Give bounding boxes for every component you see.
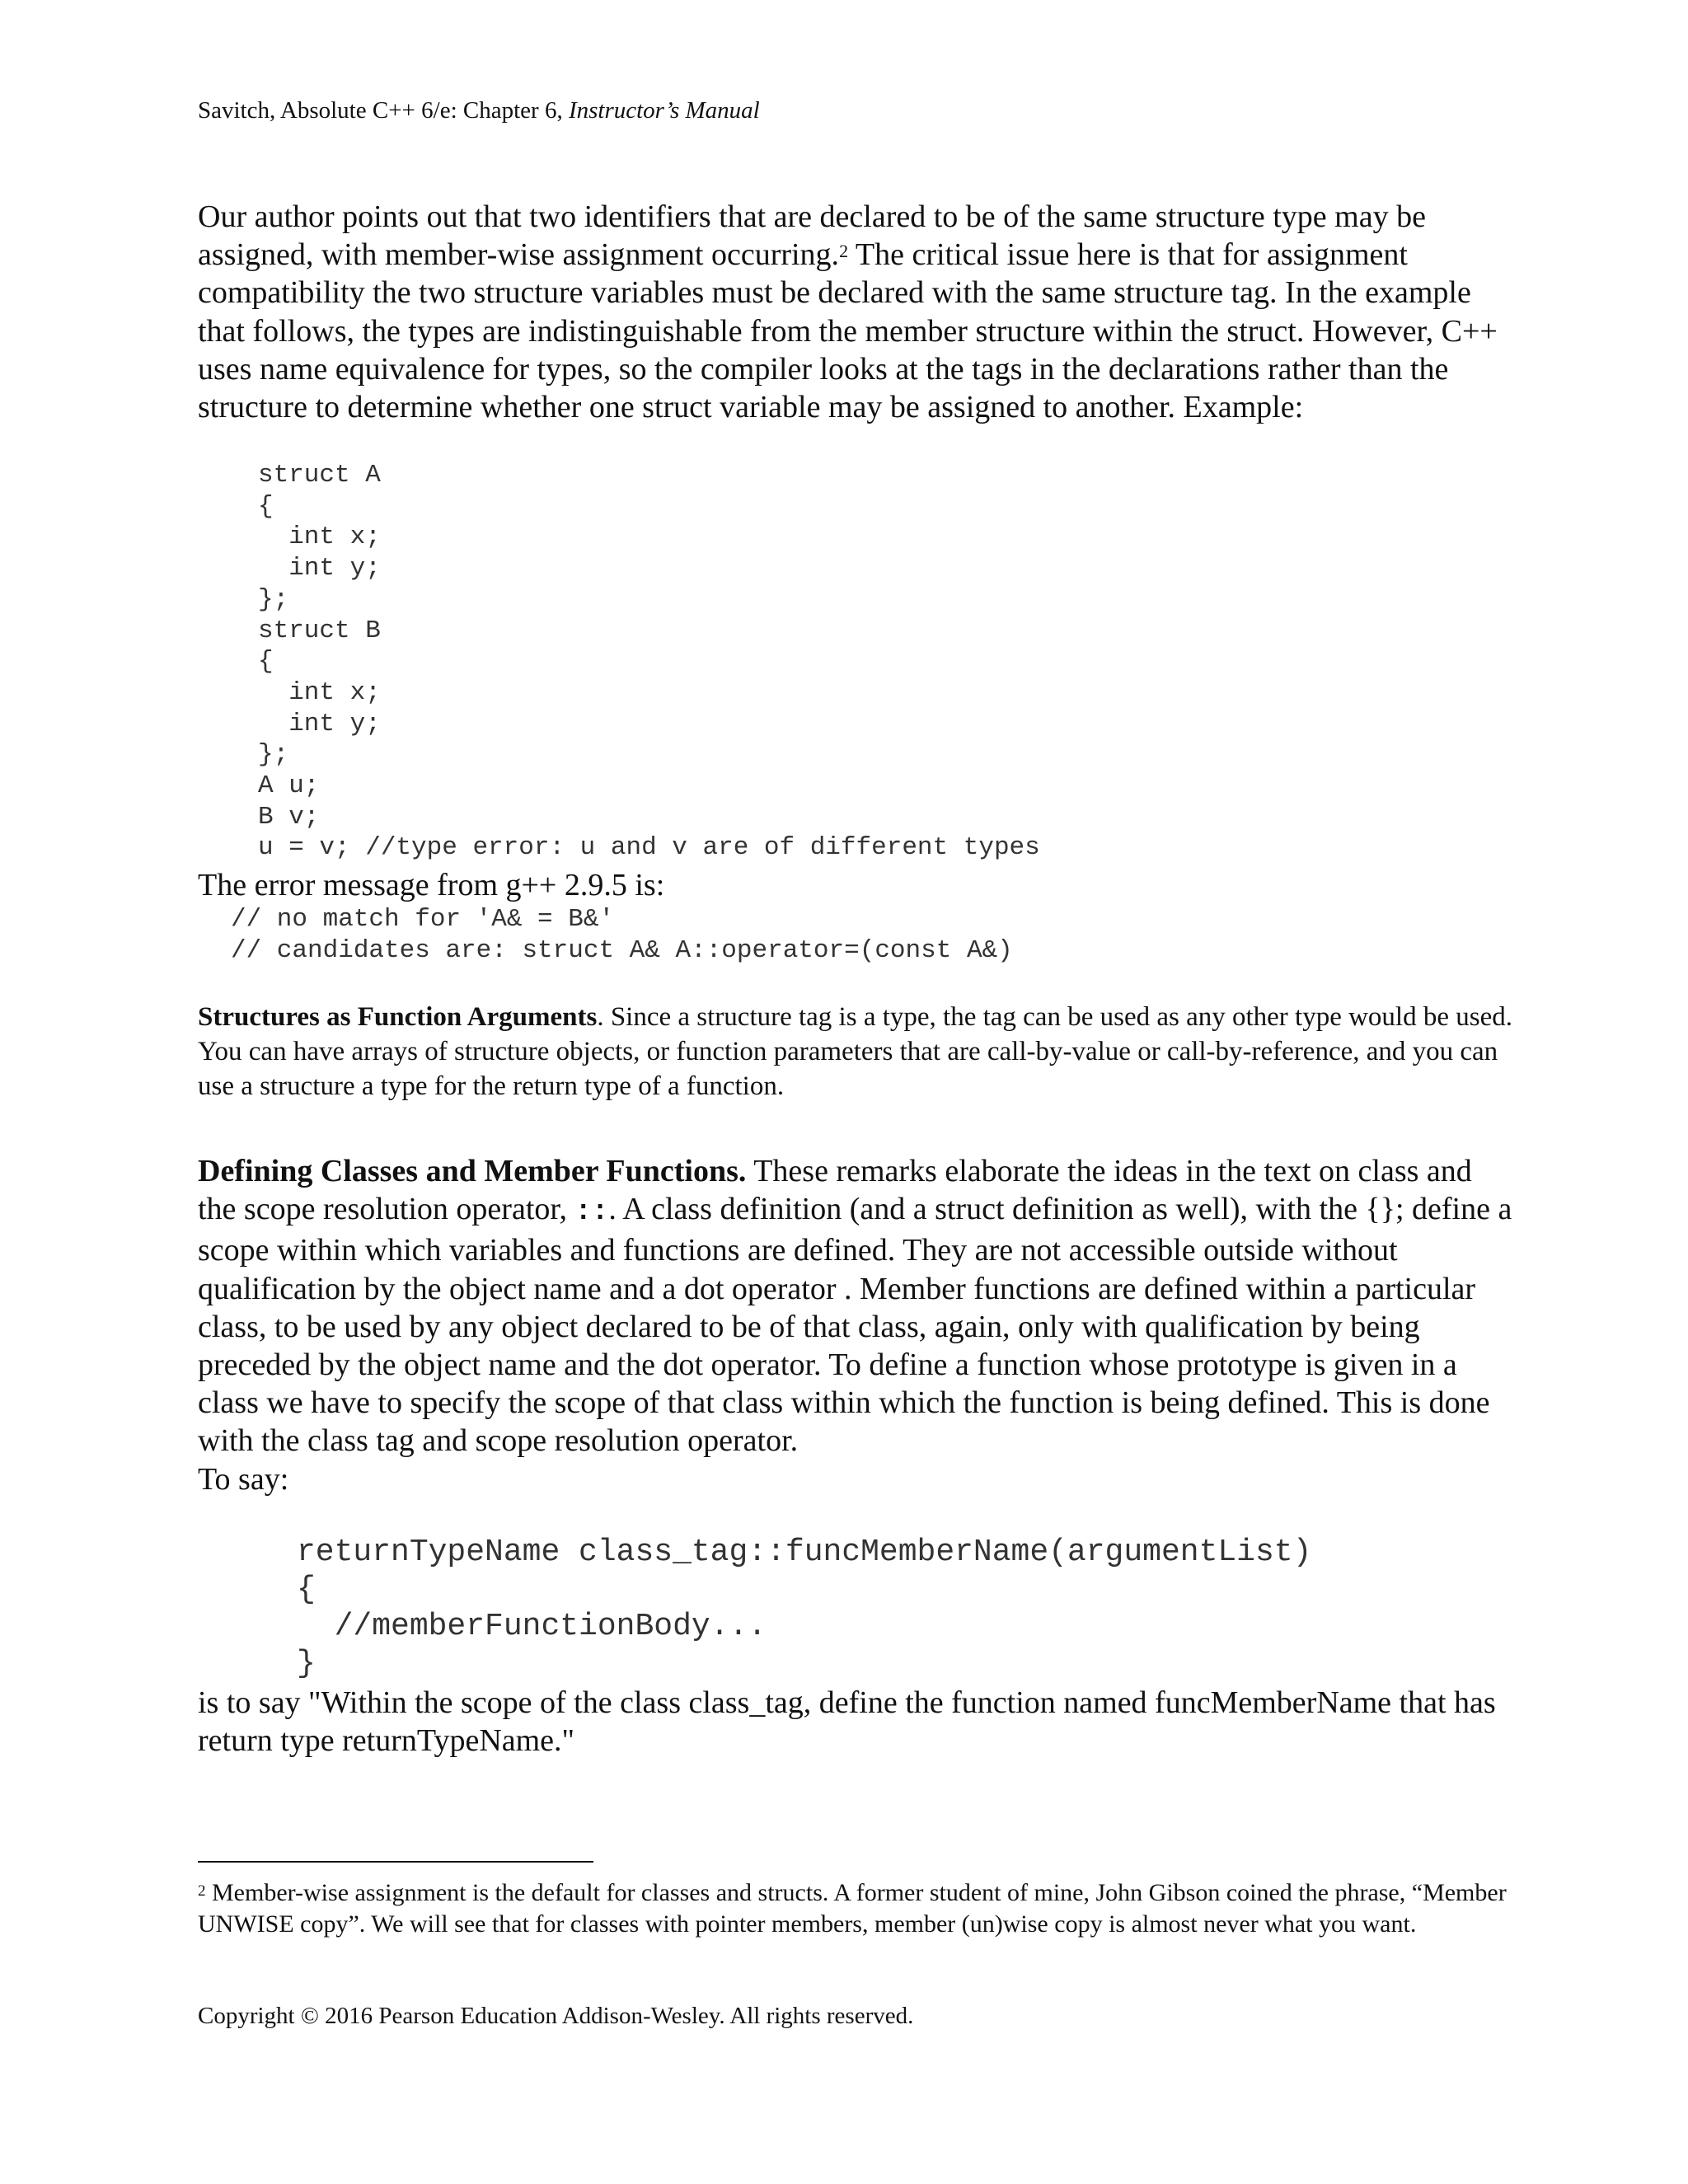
section-heading-classes: Defining Classes and Member Functions. bbox=[198, 1154, 747, 1188]
code-line: struct A bbox=[258, 461, 381, 490]
code-line: int x; bbox=[258, 677, 381, 707]
code-line: int y; bbox=[258, 554, 381, 583]
code-struct-example bbox=[258, 460, 1040, 864]
footnote-ref[interactable]: 2 bbox=[839, 241, 849, 262]
code-line: //memberFunctionBody... bbox=[297, 1609, 767, 1644]
code-line: u = v; //type error: u and v are of different types bbox=[258, 833, 1040, 863]
code-line: int y; bbox=[258, 709, 381, 738]
code-line: A u; bbox=[258, 771, 320, 801]
paragraph-assignment: Our author points out that two identifiers that are declared to be of the same structure type may be assigned, with member-wise assignment occurring.$^2$ The critical issue here is that for assignment compatibility the two structure variables must be declared with the same structure tag. In the example that follows, the types are indistinguishable from the member structure within the struct. However, C++ uses name equivalence for types, so the compiler looks at the tags in the declarations rather than the structure to determine whether one struct variable may be assigned to another. Example: bbox=[198, 199, 1498, 425]
code-line: }; bbox=[258, 584, 289, 614]
code-line: int x; bbox=[258, 523, 381, 552]
copyright-footer: Copyright © 2016 Pearson Education Addison-Wesley. All rights reserved. bbox=[198, 2003, 914, 2029]
to-say-label: To say: bbox=[198, 1461, 289, 1497]
paragraph-scope-explanation: is to say "Within the scope of the class class_tag, define the function named funcMemberName that has return type returnTypeName." bbox=[198, 1685, 1496, 1759]
code-line: B v; bbox=[258, 802, 320, 832]
code-member-function bbox=[297, 1534, 1311, 1682]
code-line: { bbox=[297, 1572, 316, 1607]
error-message-intro: The error message from g++ 2.9.5 is: bbox=[198, 868, 665, 902]
scope-operator: :: bbox=[574, 1197, 609, 1229]
code-line: returnTypeName class_tag::funcMemberName(argumentList) bbox=[297, 1535, 1312, 1570]
code-compiler-error bbox=[231, 904, 1013, 967]
code-line: // no match for 'A& = B&' bbox=[231, 905, 615, 934]
code-line: { bbox=[258, 647, 274, 677]
code-line: } bbox=[297, 1646, 316, 1681]
code-line: struct B bbox=[258, 616, 381, 645]
paragraph-defining-classes: Defining Classes and Member Functions. These remarks elaborate the ideas in the text on class and the scope resolution operator, ::. A class definition (and a struct definition as well), with the {}; define a scope within which variables and functions are defined. They are not accessible outside without qualification by the object name and a dot operator . Member functions are defined within a particular class, to be used by any object declared to be of that class, again, only with qualification by being preceded by the object name and the dot operator. To define a function whose prototype is given in a class we have to specify the scope of that class within which the function is being defined. This is done with the class tag and scope resolution operator. To say: bbox=[198, 1154, 1512, 1497]
code-line: }; bbox=[258, 740, 289, 770]
code-line: // candidates are: struct A& A::operator=(const A&) bbox=[231, 936, 1013, 965]
footnote-divider bbox=[198, 1861, 593, 1863]
header-italic: Instructor’s Manual bbox=[568, 97, 760, 124]
footnote: $^2$ Member-wise assignment is the default for classes and structs. A former student of mine, John Gibson coined the phrase, “Member UNWISE copy”. We will see that for classes with pointer members, member (un)wise copy is almost never what you want. bbox=[198, 1879, 1507, 1938]
footnote-marker: 2 bbox=[198, 1882, 206, 1900]
running-header: Savitch, Absolute C++ 6/e: Chapter 6, Instructor’s Manual bbox=[198, 97, 760, 124]
code-line: { bbox=[258, 491, 274, 521]
paragraph-structures-as-arguments: Structures as Function Arguments. Since a structure tag is a type, the tag can be used as any other type would be used. You can have arrays of structure objects, or function parameters that are call-by-value or call-by-reference, and you can use a structure a type for the return type of a function. bbox=[198, 1002, 1512, 1101]
section-heading-structures: Structures as Function Arguments bbox=[198, 1002, 598, 1032]
